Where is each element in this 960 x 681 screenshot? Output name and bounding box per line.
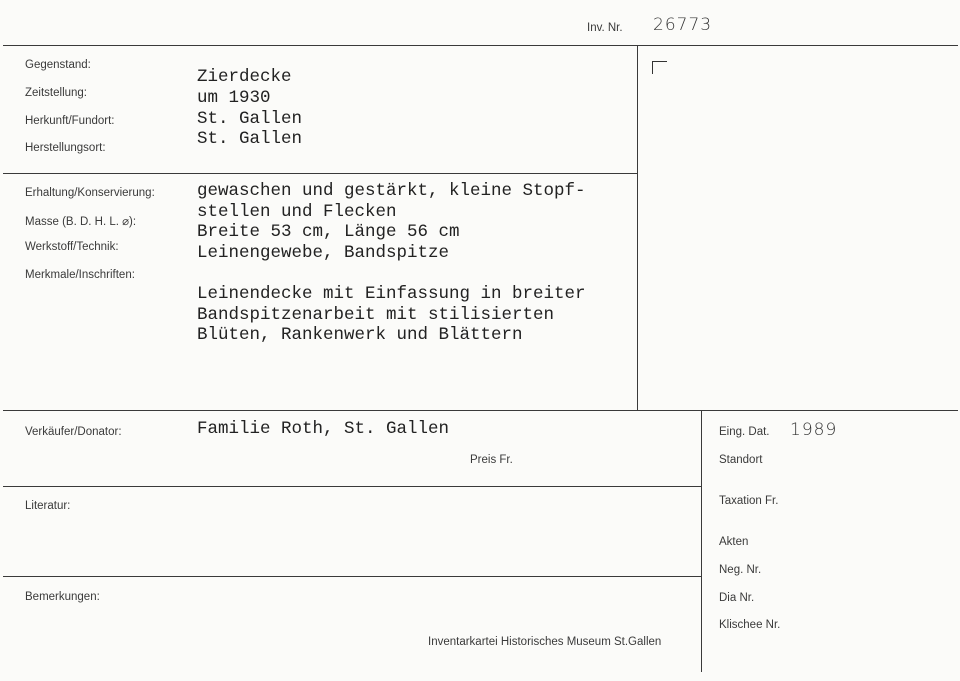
value-werkstoff: Leinengewebe, Bandspitze	[197, 243, 450, 263]
label-neg-nr: Neg. Nr.	[719, 564, 762, 576]
label-zeitstellung: Zeitstellung:	[25, 87, 88, 99]
label-akten: Akten	[719, 536, 749, 548]
value-erhaltung-line1: gewaschen und gestärkt, kleine Stopf-	[197, 181, 586, 201]
middle-rule	[3, 410, 958, 411]
label-erhaltung: Erhaltung/Konservierung:	[25, 187, 155, 199]
right-column-divider	[701, 410, 702, 672]
literature-rule	[3, 576, 702, 577]
value-herstellungsort: St. Gallen	[197, 129, 303, 149]
description-line1: Leinendecke mit Einfassung in breiter	[197, 284, 586, 304]
label-literatur: Literatur:	[25, 500, 71, 512]
corner-mark	[652, 61, 667, 74]
footer-text: Inventarkartei Historisches Museum St.Gallen	[428, 636, 662, 648]
description-line3: Blüten, Rankenwerk und Blättern	[197, 325, 523, 345]
left-column-divider	[637, 45, 638, 411]
label-herstellungsort: Herstellungsort:	[25, 142, 106, 154]
inv-nr-value: 26773	[653, 15, 713, 35]
value-donator: Familie Roth, St. Gallen	[197, 419, 450, 439]
value-masse: Breite 53 cm, Länge 56 cm	[197, 222, 460, 242]
value-erhaltung-line2: stellen und Flecken	[197, 202, 397, 222]
value-herkunft: St. Gallen	[197, 109, 303, 129]
label-taxation: Taxation Fr.	[719, 495, 779, 507]
label-masse: Masse (B. D. H. L. ⌀):	[25, 216, 137, 228]
label-herkunft: Herkunft/Fundort:	[25, 115, 115, 127]
label-eing-dat: Eing. Dat.	[719, 426, 770, 438]
inv-nr-label: Inv. Nr.	[587, 22, 623, 34]
top-rule	[3, 45, 958, 46]
label-preis: Preis Fr.	[470, 454, 513, 466]
label-donator: Verkäufer/Donator:	[25, 426, 122, 438]
label-werkstoff: Werkstoff/Technik:	[25, 241, 119, 253]
label-dia-nr: Dia Nr.	[719, 592, 755, 604]
value-gegenstand: Zierdecke	[197, 67, 292, 87]
value-zeitstellung: um 1930	[197, 88, 271, 108]
label-merkmale: Merkmale/Inschriften:	[25, 269, 135, 281]
section1-rule	[3, 173, 638, 174]
description-line2: Bandspitzenarbeit mit stilisierten	[197, 305, 555, 325]
label-gegenstand: Gegenstand:	[25, 59, 91, 71]
label-bemerkungen: Bemerkungen:	[25, 591, 100, 603]
label-klischee-nr: Klischee Nr.	[719, 619, 781, 631]
value-eing-dat: 1989	[790, 420, 838, 440]
donor-rule	[3, 486, 702, 487]
label-standort: Standort	[719, 454, 763, 466]
